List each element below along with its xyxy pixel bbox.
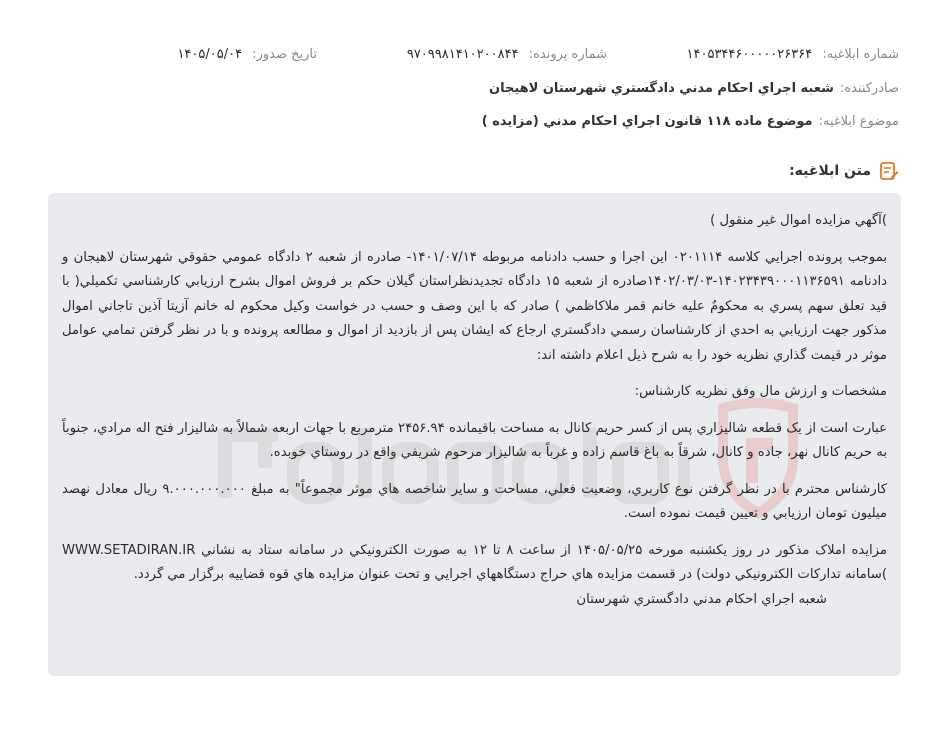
paragraph-valuation: کارشناس محترم با در نظر گرفتن نوع کاربري، وضعيت فعلي، مساحت و ساير شاخصه هاي موثر مجموعاً" به مبلغ ۹.۰۰۰.۰۰۰.۰۰۰ ريال معادل نهصد ميليون تومان ارزيابي و تعيين قيمت نموده است. <box>62 481 887 521</box>
issue-date-value: ۱۴۰۵/۰۵/۰۴ <box>177 47 243 62</box>
section-title <box>789 160 899 182</box>
case-number-value: ۹۷۰۹۹۸۱۴۱۰۲۰۰۸۴۴ <box>406 47 519 62</box>
paragraph-property: عبارت است از يک قطعه شاليزاري پس از کسر حريم کانال به مساحت باقيمانده ۲۴۵۶.۹۴ مترمربع با جهات اربعه شمالاً به شاليزار فتح اله مرادي، جنوباً به حريم کانال نهر، جاده و کانال، شرقاً به باغ قاسم زاده و غرباً به شاليزار مرحوم شريفي واقع در روستاي خوبده. <box>62 420 887 460</box>
notice-number <box>687 47 899 62</box>
notice-number-label: شماره ابلاغيه: <box>822 47 899 62</box>
notice-content-box <box>48 193 901 676</box>
meta-row-issuer <box>40 81 899 96</box>
notice-body <box>48 193 901 676</box>
paragraph-auction <box>62 539 887 588</box>
document-edit-icon <box>879 160 899 182</box>
signature: شعبه اجراي احکام مدني دادگستري شهرستان <box>576 591 827 607</box>
subject-value: موضوع ماده ۱۱۸ قانون اجراي احکام مدني (مزايده ) <box>481 114 813 129</box>
issuer-label: صادرکننده: <box>839 81 899 96</box>
paragraph-auction-after: )سامانه تدارکات الکترونيکي دولت) در قسمت مزايده هاي حراج دستگاههاي اجرايي و تحت عنوان مزايده هاي قوه قضاييه برگزار مي گردد. <box>133 567 887 582</box>
issue-date-label: تاريخ صدور: <box>252 47 317 62</box>
notice-heading: )آگهي مزايده اموال غير منقول ) <box>710 213 887 228</box>
issuer-value: شعبه اجراي احکام مدني دادگستري شهرستان لاهيجان <box>488 81 834 96</box>
case-number <box>407 47 607 62</box>
paragraph-spec-title: مشخصات و ارزش مال وفق نظريه کارشناس: <box>634 384 887 399</box>
case-number-label: شماره پرونده: <box>528 47 607 62</box>
paragraph-auction-before: مزايده املاک مذکور در روز يکشنبه مورخه ۱۴۰۵/۰۵/۲۵ از ساعت ۸ تا ۱۲ به صورت الکترونيکي در سامانه ستاد به نشاني <box>195 542 887 558</box>
meta-row-subject <box>40 114 899 129</box>
issue-date <box>177 47 317 62</box>
notice-number-value: ۱۴۰۵۳۴۴۶۰۰۰۰۰۲۶۳۶۴ <box>686 47 813 62</box>
paragraph-case: بموجب پرونده اجرايي کلاسه ۰۲۰۱۱۱۴ اين اجرا و حسب دادنامه مربوطه ۱۴۰۱/۰۷/۱۴- صادره از شعبه ۲ دادگاه عمومي حقوقي شهرستان لاهيجان و دادنامه ۱۴۰۲۳۴۳۹۰۰۰۱۱۳۶۵۹۱-۱۴۰۲/۰۳/۰۳صادره از شعبه ۱۵ دادگاه تجديدنظراستان گيلان حکم بر فروش اموال بشرح ارزيابي کارشناسي تکميلي( با قيد تعلق سهم پسري به محکومٌ عليه خانم قمر ملاکاظمي ) صادر که با اين وصف و حسب در خواست وکيل محکوم له خانم آزيتا آذين تاجاني اموال مذکور جهت ارزيابي به احدي از کارشناسان رسمي دادگستري ارجاع که ايشان پس از بازديد از اموال و مطالعه پرونده و با در نظر گرفتن تمامي عوامل موثر در قيمت گذاري نظريه خود را به شرح ذيل اعلام داشته اند: <box>62 249 887 363</box>
section-title-text: متن ابلاغيه: <box>789 163 871 179</box>
setadiran-link[interactable]: WWW.SETADIRAN.IR <box>62 542 196 558</box>
subject-label: موضوع ابلاغيه: <box>818 114 899 129</box>
